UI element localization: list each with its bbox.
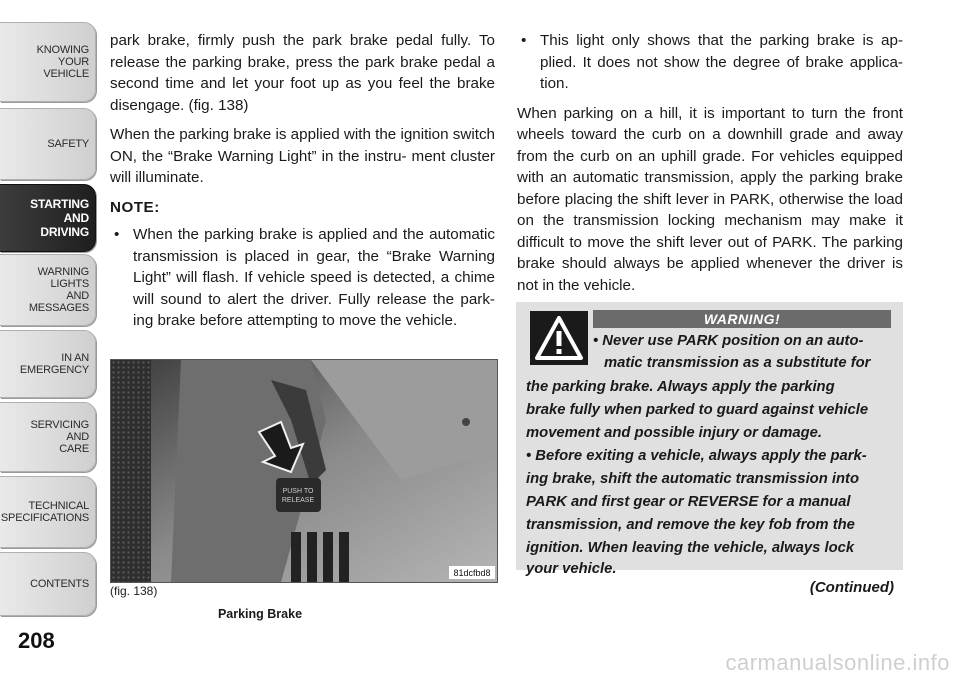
warning-line: • Before exiting a vehicle, always apply the park- [526,448,867,464]
right-column [517,30,903,304]
chapter-tabs [0,0,100,678]
tab-in-an-emergency[interactable] [0,330,96,398]
note-heading: NOTE: [110,198,160,216]
tab-label: IN AN EMERGENCY [19,352,89,376]
page-number: 208 [18,628,55,653]
warning-text [516,302,903,577]
warning-line: the parking brake. Always apply the parking [526,379,835,395]
parking-brake-illustration [111,360,497,582]
warning-line: ing brake, shift the automatic transmission into [526,471,859,487]
warning-title: WARNING! [593,310,891,328]
warning-line: • Never use PARK position on an auto- [593,333,864,349]
warning-line: ignition. When leaving the vehicle, always lock [526,540,855,556]
warning-box [516,302,903,577]
continued-label: (Continued) [809,579,894,596]
left-column [110,30,495,340]
warning-line: movement and possible injury or damage. [526,425,823,441]
parking-brake-photo [110,359,498,583]
warning-line: PARK and first gear or REVERSE for a manual [526,494,851,510]
tab-label: CONTENTS [30,578,89,590]
warning-line: brake fully when parked to guard against vehicle [526,402,869,418]
pedal-label-push: PUSH TO [282,488,314,495]
tab-servicing-and-care[interactable] [0,402,96,472]
tab-contents[interactable] [0,552,96,616]
paragraph-parking-on-hill: When parking on a hill, it is important to turn the front wheels toward the curb on a downhill grade and away from the curb on an uphill grade. For vehicles equipped with an automatic transmission, apply the parking brake before placing the shift lever in PARK, otherwise the load on the transmission locking mechanism may make it difficult to move the shift lever out of PARK. The parking brake should always be applied whenever the driver is not in the vehicle. [517,104,903,294]
tab-label: KNOWING YOUR VEHICLE [36,44,89,80]
figure-caption: (fig. 138) [110,584,158,598]
tab-safety[interactable] [0,108,96,180]
tab-knowing-your-vehicle[interactable] [0,22,96,102]
pedal-label-release: RELEASE [281,497,315,504]
tab-label: STARTING AND DRIVING [30,197,89,239]
tab-label: SAFETY [47,138,89,150]
figure-title: Parking Brake [217,607,303,621]
tab-label: TECHNICAL SPECIFICATIONS [0,500,89,524]
tab-label: WARNING LIGHTS AND MESSAGES [28,266,89,314]
tab-label: SERVICING AND CARE [30,419,89,455]
tab-technical-specifications[interactable] [0,476,96,548]
light-info-bullet: • This light only shows that the parking brake is ap- plied. It does not show the degree of brake applica- tion. [517,30,903,95]
tab-warning-lights-and-messages[interactable] [0,254,96,326]
watermark: carmanualsonline.info [725,650,950,675]
figure-code: 81dcfbd8 [453,568,491,578]
note-bullet: • When the parking brake is applied and the automatic transmission is placed in gear, the “Brake Warning Light” will flash. If vehicle speed is detected, a chime will sound to alert the driver. Fully release the park- ing brake before attempting to move the vehicle. [110,224,495,332]
warning-line: transmission, and remove the key fob from the [526,517,855,533]
paragraph-brake-warning-light: When the parking brake is applied with the ignition switch ON, the “Brake Warning Light” in the instru- ment cluster will illuminate. [110,126,495,186]
warning-line: your vehicle. [526,561,617,577]
paragraph-release-brake: park brake, firmly push the park brake pedal fully. To release the parking brake, press the park brake pedal a second time and let your foot up as you feel the brake disengage. (fig. 138) [110,32,495,114]
warning-line: matic transmission as a substitute for [604,355,871,371]
tab-starting-and-driving[interactable] [0,184,96,252]
